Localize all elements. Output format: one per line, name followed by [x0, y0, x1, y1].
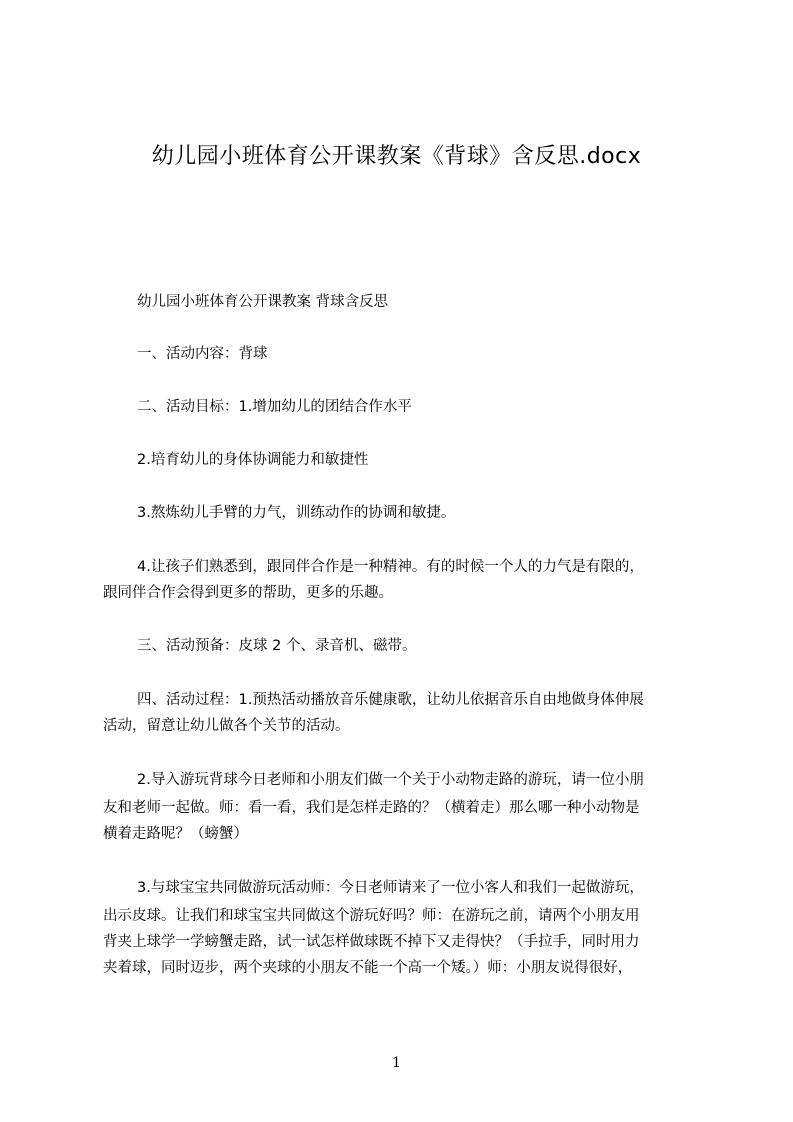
- paragraph-process-line-2: 活动，留意让幼儿做各个关节的活动。: [103, 718, 350, 734]
- paragraph-heading: 幼儿园小班体育公开课教案 背球含反思: [137, 294, 389, 310]
- paragraph-game-intro-line-1: 2.导入游玩背球今日老师和小朋友们做一个关于小动物走路的游玩，请一位小朋: [137, 772, 644, 788]
- page-number: 1: [392, 1055, 401, 1071]
- paragraph-ball-game-line-3: 背夹上球学一学螃蟹走路，试一试怎样做球既不掉下又走得快？（手拉手，同时用力: [103, 934, 640, 950]
- document-title: 幼儿园小班体育公开课教案《背球》含反思.docx: [151, 144, 642, 169]
- paragraph-goal-4-line-2: 跟同伴合作会得到更多的帮助，更多的乐趣。: [103, 585, 393, 601]
- paragraph-ball-game-line-1: 3.与球宝宝共同做游玩活动师：今日老师请来了一位小客人和我们一起做游玩，: [137, 880, 644, 896]
- paragraph-content: 一、活动内容：背球: [137, 346, 268, 362]
- paragraph-goal-3: 3.熬炼幼儿手臂的力气，训练动作的协调和敏捷。: [137, 505, 456, 521]
- paragraph-game-intro-line-3: 横着走路呢？（螃蟹）: [103, 826, 248, 842]
- paragraph-goal-2: 2.培育幼儿的身体协调能力和敏捷性: [137, 452, 369, 468]
- paragraph-process-line-1: 四、活动过程：1.预热活动播放音乐健康歌，让幼儿依据音乐自由地做身体伸展: [137, 692, 644, 708]
- paragraph-goal-4-line-1: 4.让孩子们熟悉到，跟同伴合作是一种精神。有的时候一个人的力气是有限的，: [137, 559, 644, 575]
- paragraph-goals: 二、活动目标：1.增加幼儿的团结合作水平: [137, 399, 412, 415]
- paragraph-ball-game-line-2: 出示皮球。让我们和球宝宝共同做这个游玩好吗？师：在游玩之前，请两个小朋友用: [103, 908, 640, 924]
- paragraph-preparation: 三、活动预备：皮球 2 个、录音机、磁带。: [137, 638, 417, 654]
- paragraph-ball-game-line-4: 夹着球，同时迈步，两个夹球的小朋友不能一个高一个矮。）师：小朋友说得很好，: [103, 960, 633, 976]
- paragraph-game-intro-line-2: 友和老师一起做。师：看一看，我们是怎样走路的？（横着走）那么哪一种小动物是: [103, 800, 640, 816]
